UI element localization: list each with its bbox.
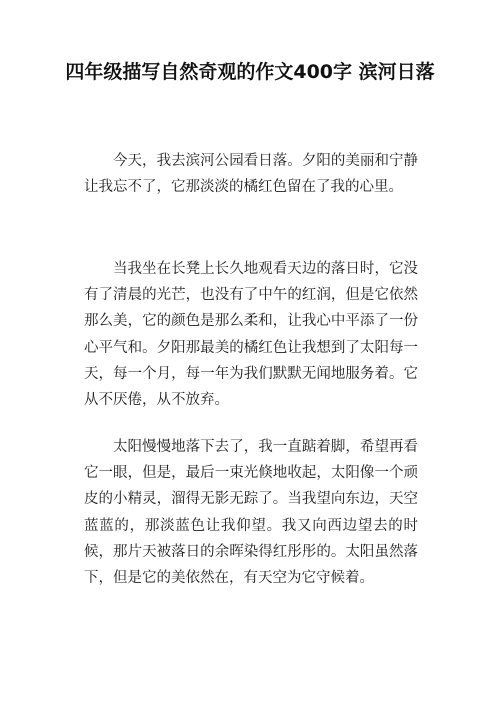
paragraph-1: 今天，我去滨河公园看日落。夕阳的美丽和宁静让我忘不了，它那淡淡的橘红色留在了我的心里。 xyxy=(84,153,418,196)
paragraph-2: 当我坐在长凳上长久地观看天边的落日时，它没有了清晨的光芒，也没有了中午的红润，但是它依然那么美，它的颜色是那么柔和，让我心中平添了一份心平气和。夕阳那最美的橘红色让我想到了太阳每一天，每一个月，每一年为我们默默无闻地服务着。它从不厌倦，从不放弃。 xyxy=(84,261,418,409)
paragraph-3: 太阳慢慢地落下去了，我一直踮着脚，希望再看它一眼，但是，最后一束光倏地收起，太阳像一个顽皮的小精灵，溜得无影无踪了。当我望向东边，天空蓝蓝的，那淡蓝色让我仰望。我又向西边望去的时候，那片天被落日的余晖染得红彤彤的。太阳虽然落下，但是它的美依然在，有天空为它守候着。 xyxy=(84,439,418,587)
document-title: 四年级描写自然奇观的作文400字 滨河日落 xyxy=(65,61,435,83)
